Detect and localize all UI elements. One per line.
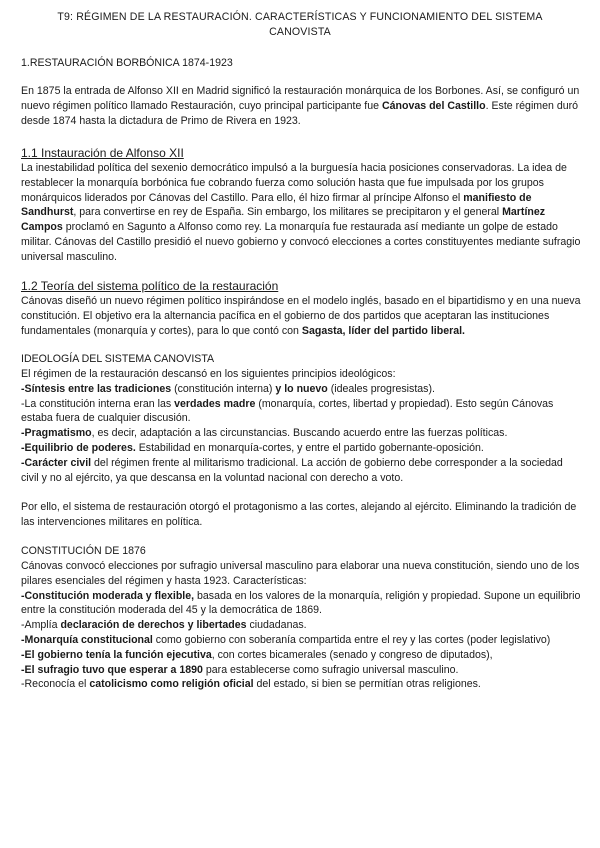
bold-run: Martínez Campos — [21, 206, 546, 234]
constitucion-list — [21, 559, 581, 692]
text-run: del estado, si bien se permitían otras religiones. — [253, 678, 481, 691]
text-run: basada en los valores de la monarquía, religión y propiedad. Supone un equilibrio entre la constitución moderada del 45 y la democrática de 1869. — [21, 589, 581, 617]
text-run: ciudadanas. — [246, 619, 307, 632]
bold-run: El sufragio tuvo que esperar a 1890 — [24, 663, 203, 676]
bold-run: - — [21, 663, 25, 676]
bold-run: El gobierno tenía la función ejecutiva — [24, 648, 212, 661]
text-run: proclamó en Sagunto a Alfonso como rey. La monarquía fue restaurada así mediante un golpe de estado militar. Cánovas del Castillo presidió el nuevo gobierno y convocó elecciones a cortes constituyentes mediante sufragio universal masculino. — [21, 221, 581, 263]
bold-run: - — [21, 589, 25, 602]
bold-run: Cánovas del Castillo — [381, 99, 486, 112]
text-run: , para convertirse en rey de España. Sin embargo, los militares se precipitaron y el general — [73, 206, 503, 219]
list-intro: Cánovas convocó elecciones por sufragio universal masculino para elaborar una nueva constitución, siendo uno de los pilares esenciales del régimen y hasta 1923. Características: — [21, 560, 580, 587]
bold-run: Constitución moderada y flexible, — [24, 589, 195, 602]
text-run: como gobierno con soberanía compartida entre el rey y las cortes (poder legislativo) — [152, 633, 551, 646]
ideologia-closing-paragraph: Por ello, el sistema de restauración otorgó el protagonismo a las cortes, alejando al ejército. Eliminando la tradición de las intervenciones militares en política. — [21, 501, 577, 528]
text-run: (monarquía, cortes, libertad y propiedad). Esto según Cánovas estaba fuera de cualquier discusión. — [21, 397, 554, 425]
bold-run: declaración de derechos y libertades — [60, 619, 247, 632]
text-run: En 1875 la entrada de Alfonso XII en Madrid significó la restauración monárquica de los Borbones. Así, se configuró un nuevo régimen político llamado Restauración, cuyo principal participante fue — [21, 85, 580, 112]
ideologia-list — [21, 367, 581, 485]
bold-run: Monarquía constitucional — [24, 633, 153, 646]
list-item — [21, 633, 581, 648]
text-run: para establecerse como sufragio universal masculino. — [202, 663, 459, 676]
list-item — [21, 589, 581, 619]
text-run: , es decir, adaptación a las circunstancias. Buscando acuerdo entre las fuerzas políticas. — [91, 427, 508, 440]
bold-run: - — [21, 648, 25, 661]
bold-run: - — [21, 382, 25, 395]
list-item — [21, 382, 581, 397]
text-run: (ideales progresistas). — [327, 382, 435, 395]
bold-run: - — [21, 456, 25, 469]
bold-run: Sagasta, líder del partido liberal. — [301, 324, 465, 337]
subsection-heading-teoria: 1.2 Teoría del sistema político de la restauración — [21, 279, 279, 293]
text-run: , con cortes bicamerales (senado y congreso de diputados), — [211, 648, 493, 661]
bold-run: catolicismo como religión oficial — [89, 678, 254, 691]
section-heading-constitucion: CONSTITUCIÓN DE 1876 — [21, 545, 146, 557]
page-title: T9: RÉGIMEN DE LA RESTAURACIÓN. CARACTERÍSTICAS Y FUNCIONAMIENTO DEL SISTEMA CANOVISTA — [57, 11, 543, 38]
list-item — [21, 441, 581, 456]
bold-run: verdades madre — [174, 397, 256, 410]
bold-run: Equilibrio de poderes. — [24, 441, 136, 454]
list-intro: El régimen de la restauración descansó en los siguientes principios ideológicos: — [21, 368, 396, 380]
bold-run: y lo nuevo — [275, 382, 328, 395]
bold-run: Pragmatismo — [24, 427, 92, 440]
subsection-heading-instauracion: 1.1 Instauración de Alfonso XII — [21, 146, 184, 160]
bold-run: - — [21, 427, 25, 440]
section-paragraph-restauracion — [21, 84, 581, 128]
text-run: del régimen frente al militarismo tradicional. La acción de gobierno debe corresponder a la sociedad civil y no al ejército, ya que descansa en la voluntad nacional con derecho a voto. — [21, 456, 563, 484]
text-run: Cánovas diseñó un nuevo régimen político inspirándose en el modelo inglés, basado en el bipartidismo y en una nueva constitución. El objetivo era la alternancia pacífica en el gobierno de dos partidos que aceptaran las instituciones fundamentales (monarquía y cortes), para lo que contó con — [21, 295, 581, 337]
text-run: -La constitución interna eran las — [21, 397, 175, 410]
bold-run: Carácter civil — [24, 456, 92, 469]
list-item — [21, 618, 581, 633]
list-item — [21, 456, 581, 486]
list-item — [21, 397, 581, 427]
section-heading-restauracion: 1.RESTAURACIÓN BORBÓNICA 1874-1923 — [21, 57, 233, 69]
list-item — [21, 426, 581, 441]
text-run: (constitución interna) — [171, 382, 276, 395]
list-item — [21, 677, 581, 692]
text-run: La inestabilidad política del sexenio democrático impulsó a la burguesía hacia posiciones conservadoras. La idea de restablecer la monarquía borbónica fue cobrando fuerza como solución hasta que fue impulsada por los grupos monárquicos liderados por Cánovas del Castillo. Para ello, él hizo firmar al príncipe Alfonso el — [21, 162, 567, 204]
text-run: . Este régimen duró desde 1874 hasta la dictadura de Primo de Rivera en 1923. — [21, 99, 579, 127]
bold-run: - — [21, 633, 25, 646]
text-run: -Reconocía el — [21, 678, 90, 691]
bold-run: manifiesto de Sandhurst — [21, 191, 532, 219]
list-item — [21, 663, 581, 678]
subsection-paragraph-instauracion — [21, 161, 581, 265]
subsection-paragraph-teoria — [21, 294, 581, 338]
list-item — [21, 648, 581, 663]
bold-run: Síntesis entre las tradiciones — [24, 382, 172, 395]
bold-run: - — [21, 441, 25, 454]
text-run: Estabilidad en monarquía-cortes, y entre el partido gobernante-oposición. — [135, 441, 484, 454]
text-run: -Amplía — [21, 619, 61, 632]
section-heading-ideologia: IDEOLOGÍA DEL SISTEMA CANOVISTA — [21, 353, 215, 365]
